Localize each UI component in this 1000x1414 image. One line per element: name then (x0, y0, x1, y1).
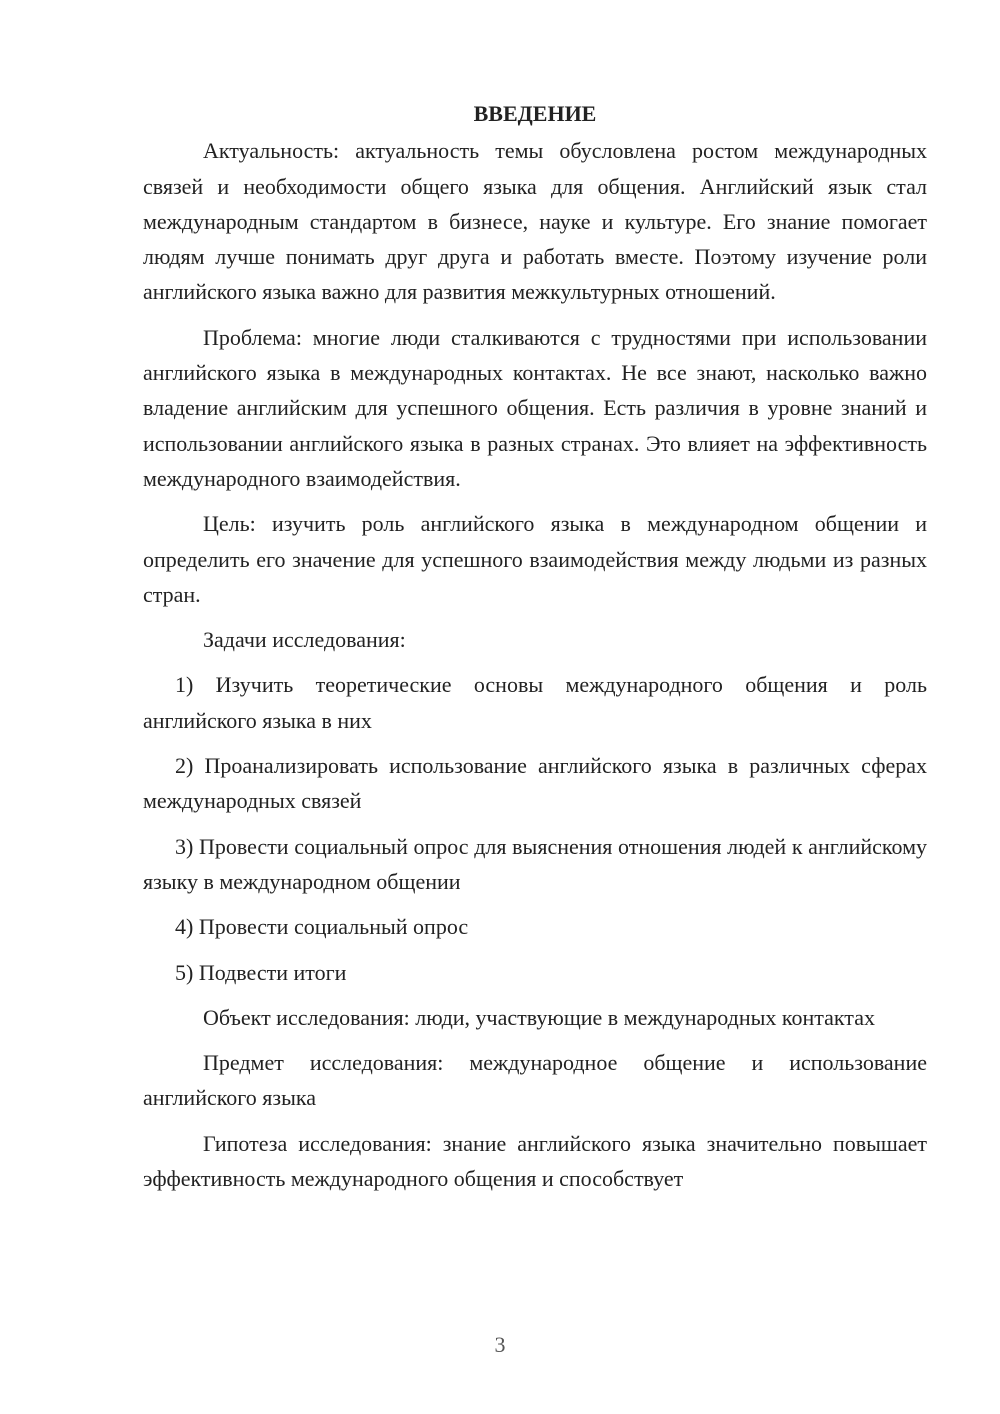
paragraph-problem: Проблема: многие люди сталкиваются с трудностями при использовании английского языка в международных контактах. Не все знают, насколько важно владение английским для успешного общения. Есть различия в уровне знаний и использовании английского языка в разных странах. Это влияет на эффективность международного взаимодействия. (143, 324, 927, 491)
task-item-4: 4) Провести социальный опрос (175, 914, 469, 940)
page-number: 3 (494, 1332, 506, 1357)
paragraph-hypothesis: Гипотеза исследования: знание английского языка значительно повышает эффективность международного общения и способствует (143, 1130, 927, 1192)
paragraph-object: Объект исследования: люди, участвующие в международных контактах (203, 1004, 875, 1030)
task-item-1: 1) Изучить теоретические основы международного общения и роль английского языка в них (143, 672, 927, 733)
tasks-title: Задачи исследования: (203, 627, 406, 653)
document-page (143, 96, 927, 1206)
page-title: ВВЕДЕНИЕ (473, 101, 597, 126)
task-item-3: 3) Провести социальный опрос для выяснения отношения людей к английскому языку в международном общении (143, 833, 927, 894)
task-item-5: 5) Подвести итоги (175, 959, 347, 985)
paragraph-subject: Предмет исследования: международное общение и использование английского языка (143, 1050, 927, 1111)
paragraph-goal: Цель: изучить роль английского языка в международном общении и определить его значение для успешного взаимодействия между людьми из разных стран. (143, 511, 927, 607)
paragraph-relevance: Актуальность: актуальность темы обусловлена ростом международных связей и необходимости общего языка для общения. Английский язык стал международным стандартом в бизнесе, науке и культуре. Его знание помогает людям лучше понимать друг друга и работать вместе. Поэтому изучение роли английского языка важно для развития межкультурных отношений. (143, 138, 927, 305)
task-item-2: 2) Проанализировать использование английского языка в различных сферах международных связей (143, 753, 927, 814)
